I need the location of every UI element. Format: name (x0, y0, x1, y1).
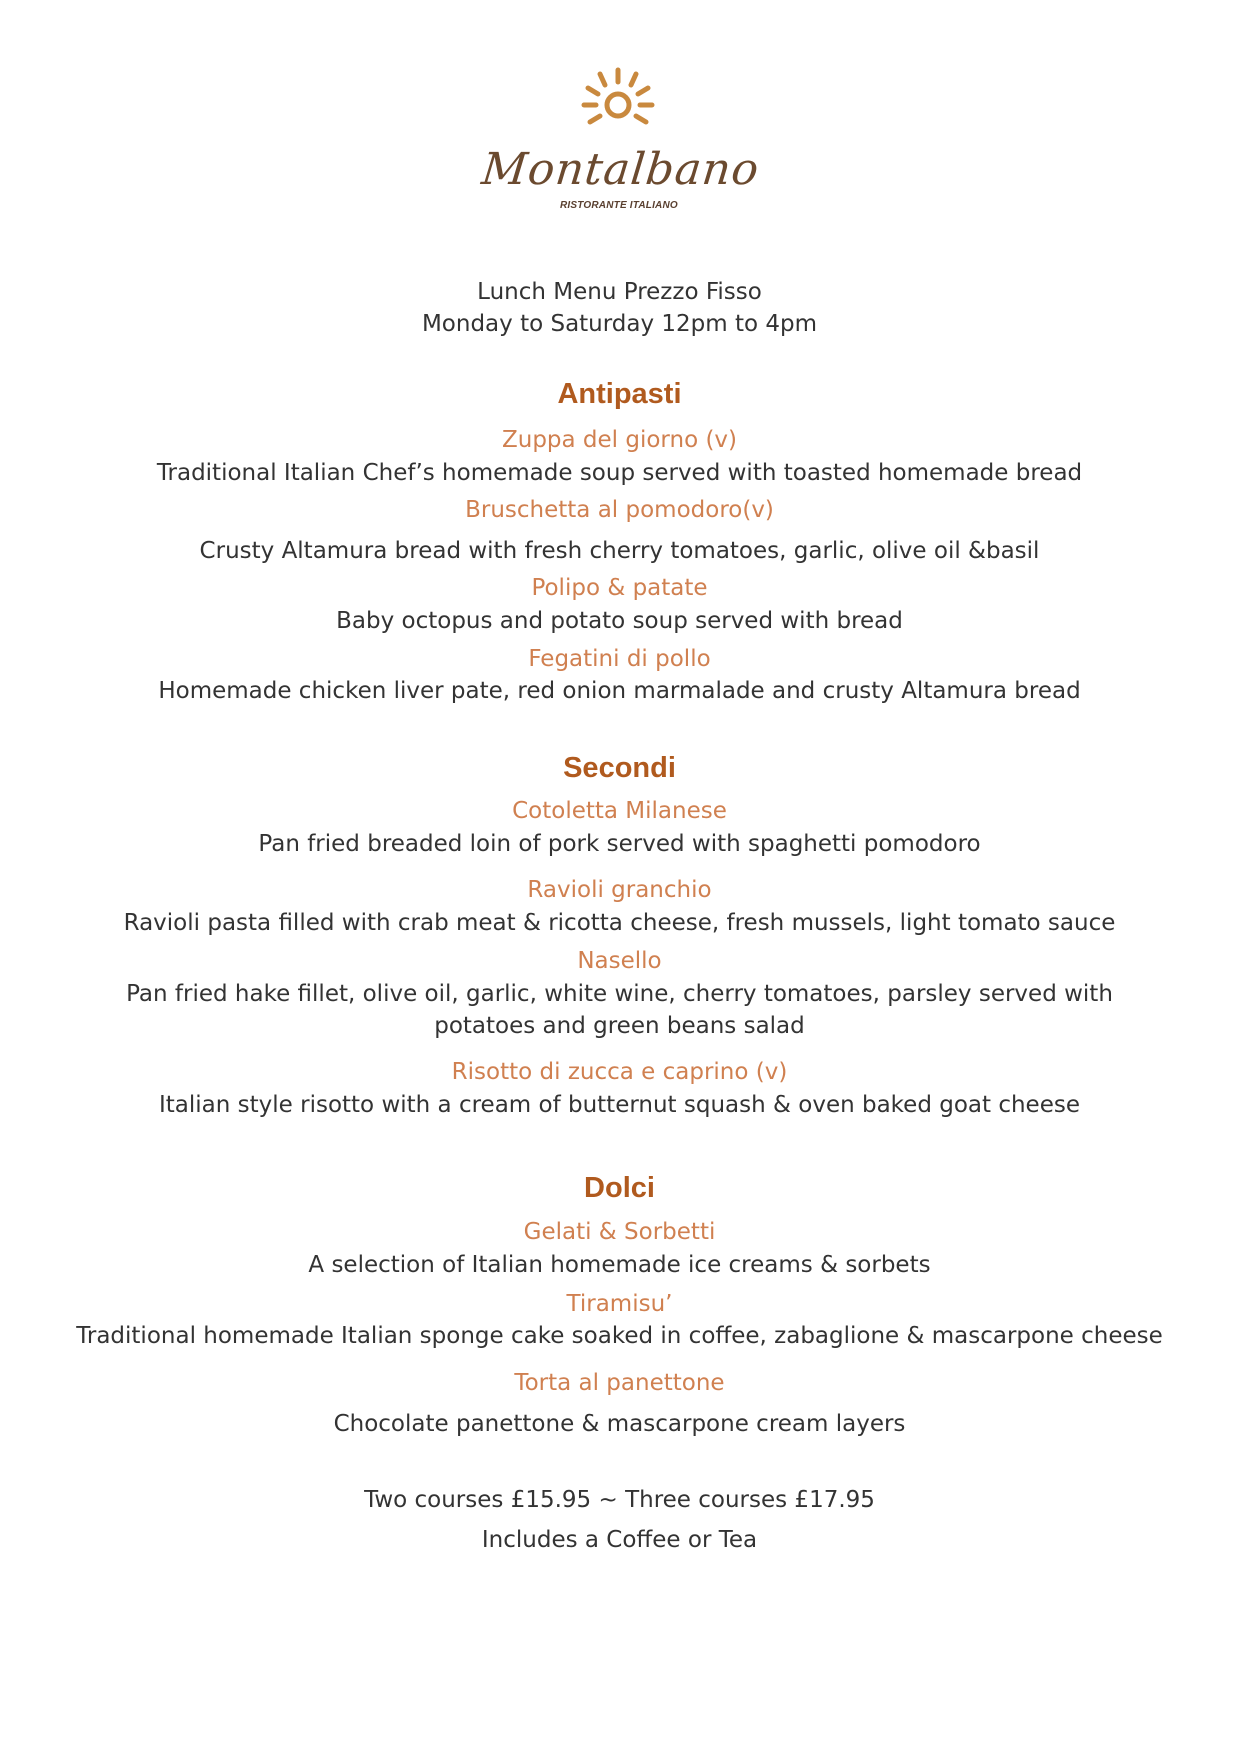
dish-description: Chocolate panettone & mascarpone cream layers (333, 1411, 906, 1437)
dish-name: Nasello (577, 948, 662, 974)
dish-description: Pan fried hake fillet, olive oil, garlic, white wine, cherry tomatoes, parsley served with (126, 981, 1113, 1007)
dish-name: Risotto di zucca e caprino (v) (451, 1059, 788, 1085)
restaurant-logo (460, 60, 780, 210)
logo-wordmark: Montalbano (479, 144, 762, 195)
dish-name: Cotoletta Milanese (512, 798, 727, 824)
dish-name: Zuppa del giorno (v) (501, 427, 738, 453)
dish-description: Ravioli pasta filled with crab meat & ricotta cheese, fresh mussels, light tomato sauce (123, 910, 1116, 936)
dish-description: A selection of Italian homemade ice creams & sorbets (308, 1252, 931, 1278)
dish-name: Ravioli granchio (527, 877, 712, 903)
menu-title: Lunch Menu Prezzo Fisso (477, 279, 762, 305)
section-title-secondi: Secondi (563, 752, 676, 784)
dish-name: Fegatini di pollo (528, 646, 711, 672)
dish-description: Traditional Italian Chef’s homemade soup served with toasted homemade bread (156, 460, 1083, 486)
dish-name: Tiramisu’ (566, 1291, 673, 1317)
logo-tagline: RISTORANTE ITALIANO (560, 200, 678, 211)
section-title-dolci: Dolci (584, 1172, 655, 1204)
dish-description: Baby octopus and potato soup served with bread (336, 608, 903, 634)
dish-description: Italian style risotto with a cream of butternut squash & oven baked goat cheese (159, 1092, 1080, 1118)
dish-description: Crusty Altamura bread with fresh cherry tomatoes, garlic, olive oil &basil (199, 538, 1040, 564)
dish-description: Traditional homemade Italian sponge cake soaked in coffee, zabaglione & mascarpone cheese (76, 1323, 1163, 1349)
menu-hours: Monday to Saturday 12pm to 4pm (421, 311, 818, 337)
pricing-includes: Includes a Coffee or Tea (481, 1527, 758, 1553)
dish-description: Homemade chicken liver pate, red onion marmalade and crusty Altamura bread (158, 678, 1081, 704)
dish-name: Gelati & Sorbetti (523, 1219, 716, 1245)
dish-name: Polipo & patate (531, 575, 708, 601)
dish-name: Torta al panettone (514, 1370, 725, 1396)
dish-name: Bruschetta al pomodoro(v) (465, 497, 774, 523)
section-title-antipasti: Antipasti (557, 378, 682, 410)
dish-description: Pan fried breaded loin of pork served with spaghetti pomodoro (258, 831, 981, 857)
dish-description: potatoes and green beans salad (434, 1013, 805, 1039)
pricing-courses: Two courses £15.95 ~ Three courses £17.95 (364, 1487, 875, 1513)
